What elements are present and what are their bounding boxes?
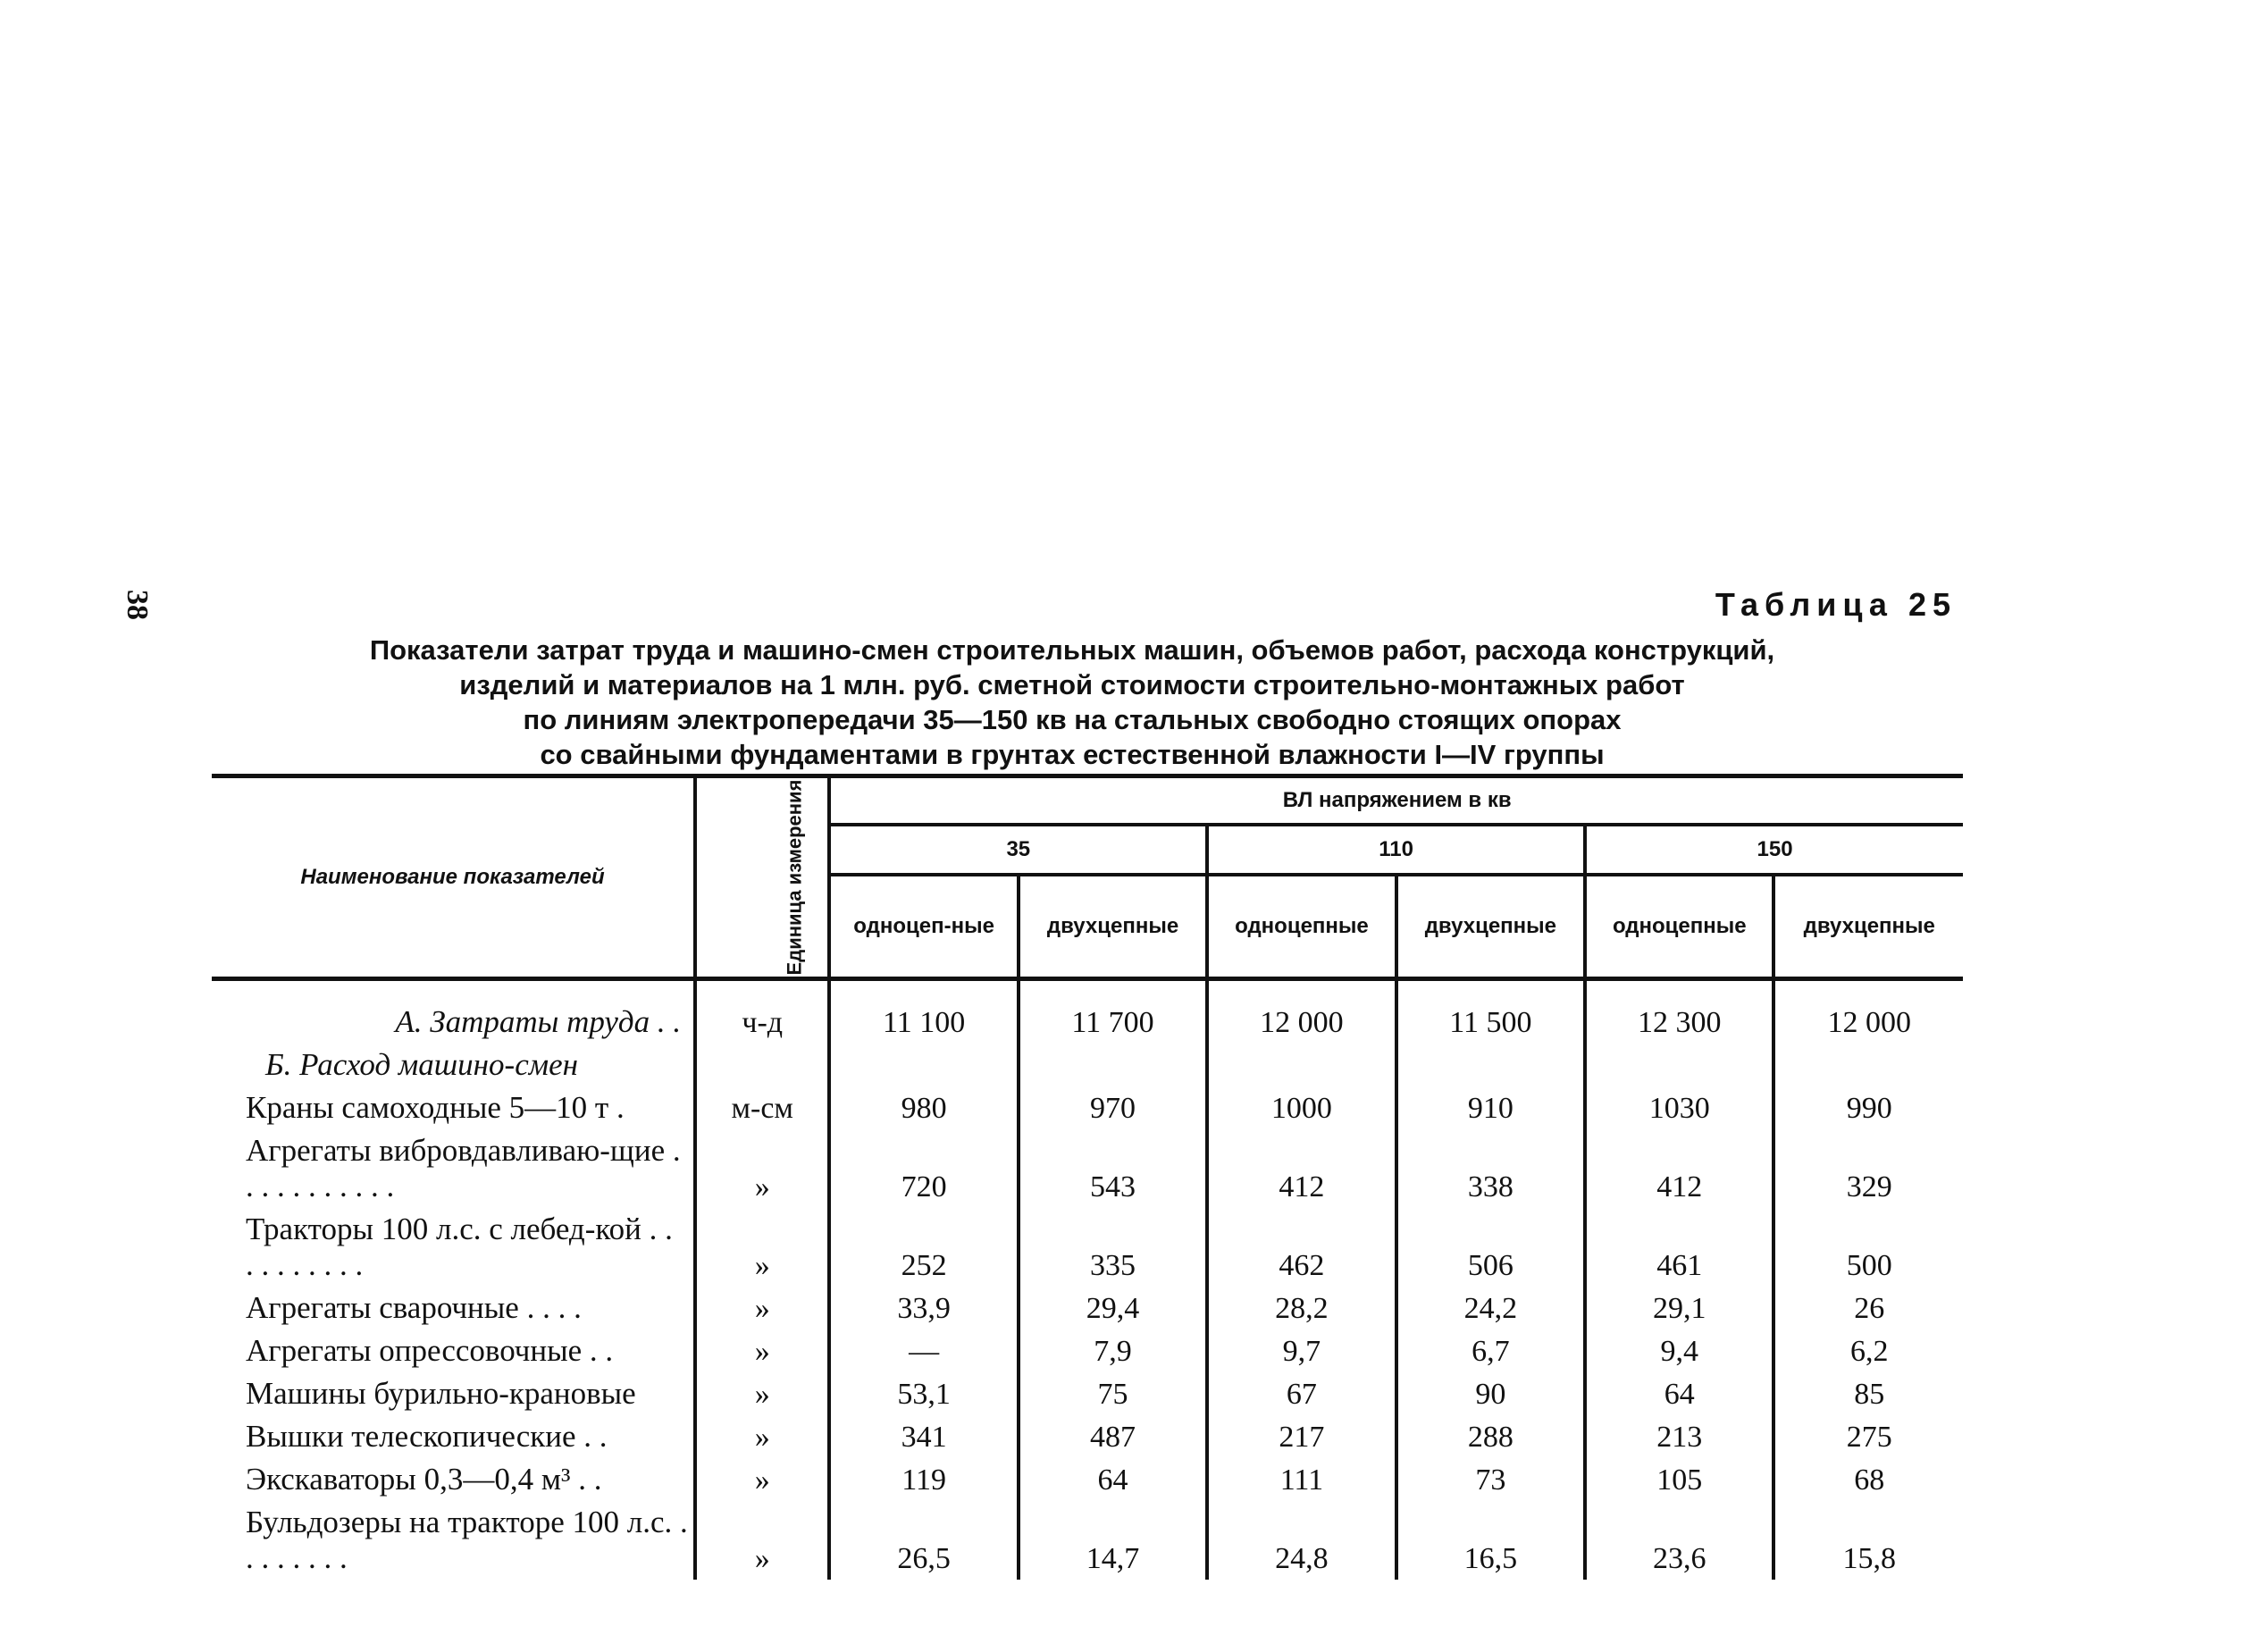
row-unit: » bbox=[695, 1129, 829, 1208]
cell-value: — bbox=[829, 1329, 1018, 1372]
row-unit: » bbox=[695, 1458, 829, 1501]
cell-value: 11 500 bbox=[1396, 979, 1585, 1044]
page-number: 38 bbox=[121, 590, 154, 620]
cell-value bbox=[1396, 1044, 1585, 1086]
cell-value: 85 bbox=[1773, 1372, 1963, 1415]
table-title bbox=[286, 633, 1858, 772]
cell-value: 15,8 bbox=[1773, 1501, 1963, 1580]
cell-value: 720 bbox=[829, 1129, 1018, 1208]
header-voltage-110: 110 bbox=[1207, 825, 1585, 875]
header-double-circuit-150: двухцепные bbox=[1773, 875, 1963, 979]
cell-value bbox=[1585, 1044, 1773, 1086]
cell-value: 462 bbox=[1207, 1208, 1396, 1287]
cell-value: 217 bbox=[1207, 1415, 1396, 1458]
row-name: Вышки телескопические . . bbox=[246, 1419, 608, 1454]
cell-value: 275 bbox=[1773, 1415, 1963, 1458]
header-single-circuit-150: одноцепные bbox=[1585, 875, 1773, 979]
cell-value: 119 bbox=[829, 1458, 1018, 1501]
header-voltage-group: ВЛ напряжением в кв bbox=[829, 776, 1963, 826]
cell-value: 335 bbox=[1019, 1208, 1207, 1287]
header-double-circuit-110: двухцепные bbox=[1396, 875, 1585, 979]
table-row bbox=[212, 1208, 1963, 1287]
row-unit: м-см bbox=[695, 1086, 829, 1129]
cell-value: 68 bbox=[1773, 1458, 1963, 1501]
cell-value: 487 bbox=[1019, 1415, 1207, 1458]
cell-value: 12 000 bbox=[1207, 979, 1396, 1044]
cell-value: 1030 bbox=[1585, 1086, 1773, 1129]
cell-value bbox=[829, 1044, 1018, 1086]
cell-value: 12 000 bbox=[1773, 979, 1963, 1044]
header-double-circuit-35: двухцепные bbox=[1019, 875, 1207, 979]
cell-value: 64 bbox=[1019, 1458, 1207, 1501]
cell-value: 67 bbox=[1207, 1372, 1396, 1415]
title-line: по линиям электропередачи 35—150 кв на стальных свободно стоящих опорах bbox=[523, 704, 1622, 735]
title-line: Показатели затрат труда и машино-смен строительных машин, объемов работ, расхода конструкций, bbox=[369, 634, 1775, 666]
cell-value: 33,9 bbox=[829, 1287, 1018, 1329]
header-voltage-150: 150 bbox=[1585, 825, 1963, 875]
row-unit: » bbox=[695, 1329, 829, 1372]
cell-value: 543 bbox=[1019, 1129, 1207, 1208]
header-unit-label: Единица измерения bbox=[783, 779, 806, 976]
table-label: Таблица 25 bbox=[1715, 586, 1957, 623]
cell-value: 29,4 bbox=[1019, 1287, 1207, 1329]
cell-value: 461 bbox=[1585, 1208, 1773, 1287]
cell-value: 14,7 bbox=[1019, 1501, 1207, 1580]
header-unit-column bbox=[695, 776, 829, 979]
row-unit: » bbox=[695, 1372, 829, 1415]
row-unit: » bbox=[695, 1415, 829, 1458]
cell-value: 990 bbox=[1773, 1086, 1963, 1129]
cell-value: 910 bbox=[1396, 1086, 1585, 1129]
table-row bbox=[212, 1044, 1963, 1086]
cell-value: 29,1 bbox=[1585, 1287, 1773, 1329]
cell-value: 252 bbox=[829, 1208, 1018, 1287]
row-unit: » bbox=[695, 1208, 829, 1287]
cell-value bbox=[1207, 1044, 1396, 1086]
cell-value: 1000 bbox=[1207, 1086, 1396, 1129]
row-name: Машины бурильно-крановые bbox=[246, 1376, 636, 1411]
cell-value: 9,7 bbox=[1207, 1329, 1396, 1372]
table-row bbox=[212, 1501, 1963, 1580]
table-row bbox=[212, 1372, 1963, 1415]
table-row bbox=[212, 979, 1963, 1044]
cell-value: 26 bbox=[1773, 1287, 1963, 1329]
row-unit: » bbox=[695, 1287, 829, 1329]
row-name: Тракторы 100 л.с. с лебед-кой . . . . . . . . . . bbox=[246, 1212, 673, 1282]
cell-value: 412 bbox=[1585, 1129, 1773, 1208]
cell-value: 90 bbox=[1396, 1372, 1585, 1415]
cell-value: 506 bbox=[1396, 1208, 1585, 1287]
row-name: Агрегаты сварочные . . . . bbox=[246, 1290, 582, 1325]
cell-value: 64 bbox=[1585, 1372, 1773, 1415]
row-name: Агрегаты опрессовочные . . bbox=[246, 1333, 614, 1368]
section-heading: Б. Расход машино-смен bbox=[265, 1047, 578, 1082]
cell-value: 24,8 bbox=[1207, 1501, 1396, 1580]
title-line: со свайными фундаментами в грунтах естественной влажности I—IV группы bbox=[540, 739, 1605, 770]
row-unit: » bbox=[695, 1501, 829, 1580]
cell-value: 7,9 bbox=[1019, 1329, 1207, 1372]
table-row bbox=[212, 1086, 1963, 1129]
table-row bbox=[212, 1129, 1963, 1208]
row-unit: ч-д bbox=[695, 979, 829, 1044]
cell-value: 970 bbox=[1019, 1086, 1207, 1129]
row-name: А. Затраты труда . . bbox=[395, 1004, 682, 1039]
cell-value: 288 bbox=[1396, 1415, 1585, 1458]
cell-value: 23,6 bbox=[1585, 1501, 1773, 1580]
cell-value: 73 bbox=[1396, 1458, 1585, 1501]
header-voltage-35: 35 bbox=[829, 825, 1207, 875]
row-name: Агрегаты вибровдавливаю-щие . . . . . . . . . . . bbox=[246, 1133, 681, 1203]
cell-value: 24,2 bbox=[1396, 1287, 1585, 1329]
header-name-column: Наименование показателей bbox=[212, 776, 695, 979]
cell-value: 6,7 bbox=[1396, 1329, 1585, 1372]
cell-value: 111 bbox=[1207, 1458, 1396, 1501]
cell-value bbox=[1019, 1044, 1207, 1086]
row-name: Экскаваторы 0,3—0,4 м³ . . bbox=[246, 1462, 602, 1497]
cell-value: 105 bbox=[1585, 1458, 1773, 1501]
table-row bbox=[212, 1329, 1963, 1372]
cell-value: 12 300 bbox=[1585, 979, 1773, 1044]
header-single-circuit-35: одноцеп-ные bbox=[829, 875, 1018, 979]
indicator-table bbox=[212, 774, 1963, 1580]
header-single-circuit-110: одноцепные bbox=[1207, 875, 1396, 979]
cell-value: 980 bbox=[829, 1086, 1018, 1129]
cell-value: 341 bbox=[829, 1415, 1018, 1458]
cell-value: 329 bbox=[1773, 1129, 1963, 1208]
table-row bbox=[212, 1287, 1963, 1329]
table-row bbox=[212, 1415, 1963, 1458]
cell-value: 500 bbox=[1773, 1208, 1963, 1287]
cell-value: 11 100 bbox=[829, 979, 1018, 1044]
cell-value bbox=[1773, 1044, 1963, 1086]
table-row bbox=[212, 1458, 1963, 1501]
cell-value: 75 bbox=[1019, 1372, 1207, 1415]
title-line: изделий и материалов на 1 млн. руб. сметной стоимости строительно-монтажных работ bbox=[459, 669, 1685, 700]
row-name: Краны самоходные 5—10 т . bbox=[246, 1090, 625, 1125]
cell-value: 213 bbox=[1585, 1415, 1773, 1458]
row-name: Бульдозеры на тракторе 100 л.с. . . . . . . . . bbox=[246, 1505, 688, 1575]
cell-value: 11 700 bbox=[1019, 979, 1207, 1044]
cell-value: 6,2 bbox=[1773, 1329, 1963, 1372]
cell-value: 16,5 bbox=[1396, 1501, 1585, 1580]
cell-value: 412 bbox=[1207, 1129, 1396, 1208]
cell-value: 338 bbox=[1396, 1129, 1585, 1208]
cell-value: 9,4 bbox=[1585, 1329, 1773, 1372]
cell-value: 26,5 bbox=[829, 1501, 1018, 1580]
cell-value: 28,2 bbox=[1207, 1287, 1396, 1329]
row-unit bbox=[695, 1044, 829, 1086]
cell-value: 53,1 bbox=[829, 1372, 1018, 1415]
